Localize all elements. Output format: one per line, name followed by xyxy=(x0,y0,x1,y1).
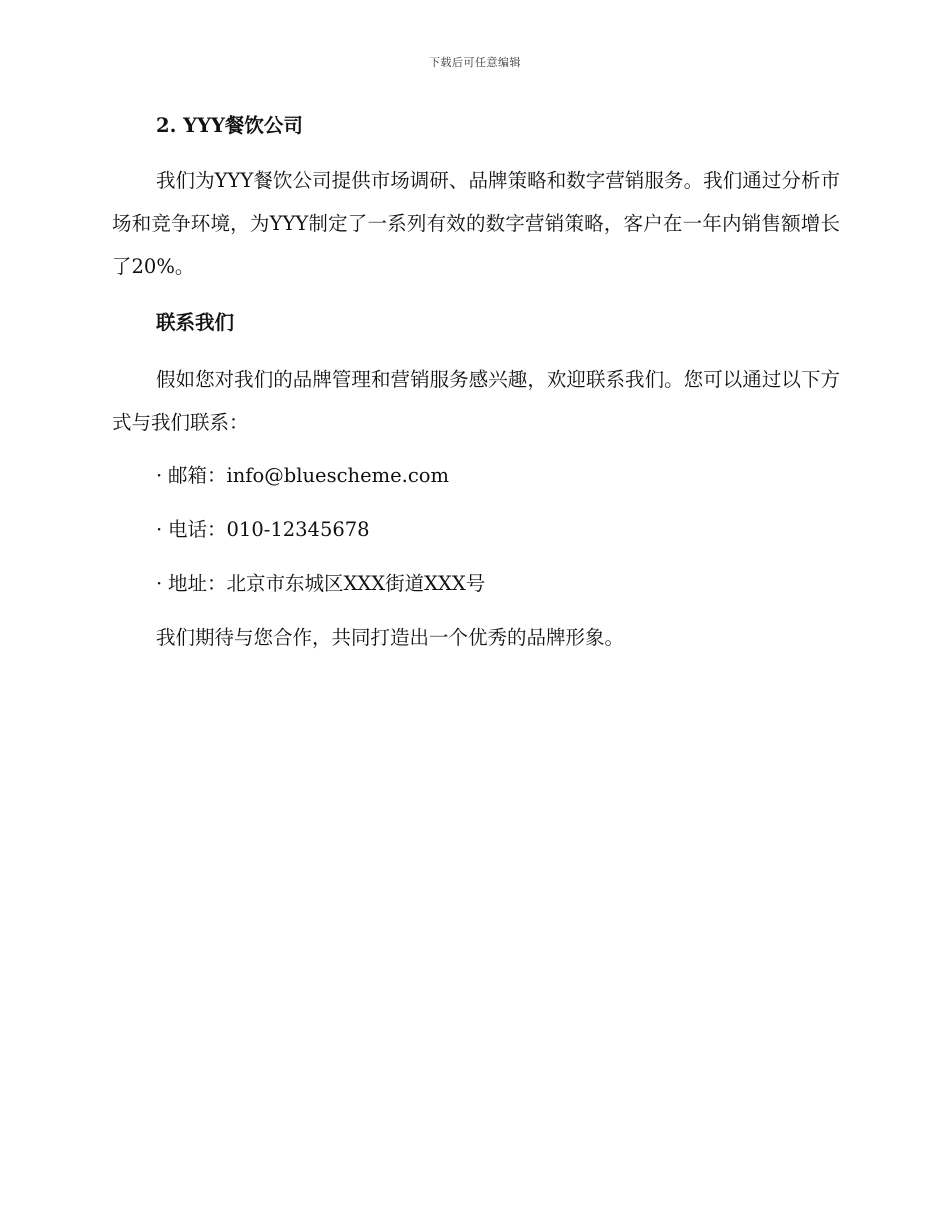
address-value: 北京市东城区XXX街道XXX号 xyxy=(226,572,486,595)
contact-email-line xyxy=(112,458,840,494)
phone-label: 电话： xyxy=(168,518,227,541)
document-body xyxy=(112,108,840,656)
email-value: info@bluescheme.com xyxy=(226,464,449,487)
bullet: · xyxy=(156,464,163,487)
address-label: 地址： xyxy=(168,572,227,595)
bullet: · xyxy=(156,518,163,541)
contact-address-line xyxy=(112,566,840,602)
bullet: · xyxy=(156,572,163,595)
email-label: 邮箱： xyxy=(168,464,227,487)
contact-intro: 假如您对我们的品牌管理和营销服务感兴趣，欢迎联系我们。您可以通过以下方式与我们联系： xyxy=(112,368,840,434)
section-heading-yyy: 2. YYY餐饮公司 xyxy=(156,114,303,137)
page-header: 下载后可任意编辑 xyxy=(429,56,521,69)
closing-sentence: 我们期待与您合作，共同打造出一个优秀的品牌形象。 xyxy=(156,626,625,649)
contact-phone-line xyxy=(112,512,840,548)
contact-heading: 联系我们 xyxy=(156,311,235,334)
phone-value: 010-12345678 xyxy=(226,518,370,541)
section-paragraph-yyy: 我们为YYY餐饮公司提供市场调研、品牌策略和数字营销服务。我们通过分析市场和竞争环境，为YYY制定了一系列有效的数字营销策略，客户在一年内销售额增长了20%。 xyxy=(112,169,840,278)
